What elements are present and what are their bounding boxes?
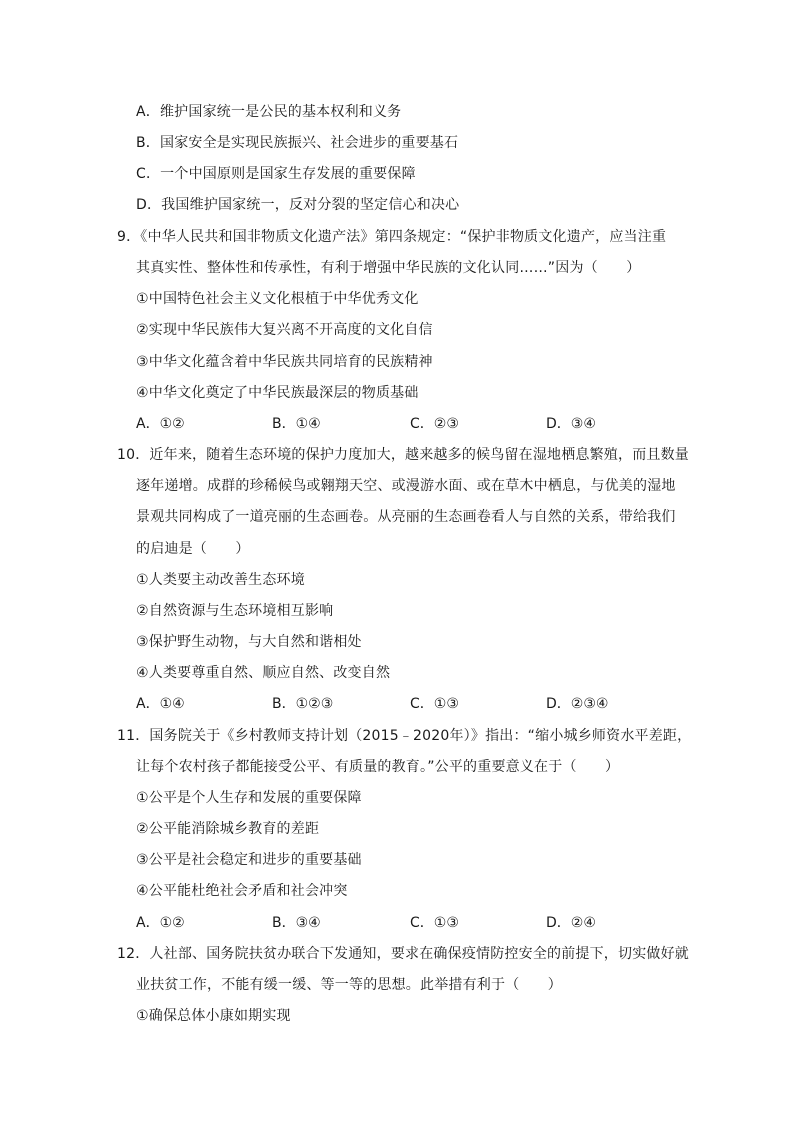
q9-choice-c: C．②③ [410,416,459,432]
q10-choice-b: B．①②③ [272,696,334,712]
q9-choice-d: D．③④ [546,416,596,432]
option-d: D．我国维护国家统一，反对分裂的坚定信心和决心 [136,197,460,213]
q9-stem-line1: 9．《中华人民共和国非物质文化遗产法》第四条规定：“保护非物质文化遗产，应当注重 [117,229,667,245]
q10-item-3: ③保护野生动物，与大自然和谐相处 [136,634,362,650]
q10-item-2: ②自然资源与生态环境相互影响 [136,603,334,619]
q10-stem-line3: 景观共同构成了一道亮丽的生态画卷。从亮丽的生态画卷看人与自然的关系，带给我们 [136,509,676,525]
q10-choice-c: C．①③ [410,696,459,712]
q10-choice-d: D．②③④ [546,696,609,712]
q11-choice-c: C．①③ [410,915,459,931]
q11-item-4: ④公平能杜绝社会矛盾和社会冲突 [136,883,348,899]
q9-stem-line2: 其真实性、整体性和传承性，有利于增强中华民族的文化认同……”因为（ ） [136,260,641,276]
q11-choice-b: B．③④ [272,915,321,931]
q9-choice-a: A．①② [136,416,185,432]
q11-choice-d: D．②④ [546,915,596,931]
q9-item-1: ①中国特色社会主义文化根植于中华优秀文化 [136,291,419,307]
q10-choice-a: A．①④ [136,696,185,712]
q11-item-2: ②公平能消除城乡教育的差距 [136,821,320,837]
q10-stem-line4: 的启迪是（ ） [136,541,250,557]
q9-item-2: ②实现中华民族伟大复兴离不开高度的文化自信 [136,322,433,338]
q9-choice-b: B．①④ [272,416,321,432]
option-a: A．维护国家统一是公民的基本权利和义务 [136,104,402,120]
q10-item-4: ④人类要尊重自然、顺应自然、改变自然 [136,665,391,681]
q11-item-1: ①公平是个人生存和发展的重要保障 [136,790,362,806]
q9-item-3: ③中华文化蕴含着中华民族共同培育的民族精神 [136,354,433,370]
q11-stem-line1: 11．国务院关于《乡村教师支持计划（2015﹣2020年）》指出：“缩小城乡师资水平差距， [117,728,692,744]
q12-item-1: ①确保总体小康如期实现 [136,1008,291,1024]
q9-item-4: ④中华文化奠定了中华民族最深层的物质基础 [136,385,419,401]
q12-stem-line1: 12．人社部、国务院扶贫办联合下发通知，要求在确保疫情防控安全的前提下，切实做好就 [117,946,690,962]
option-c: C．一个中国原则是国家生存发展的重要保障 [136,166,416,182]
q11-stem-line2: 让每个农村孩子都能接受公平、有质量的教育。”公平的重要意义在于（ ） [136,759,620,775]
option-b: B．国家安全是实现民族振兴、社会进步的重要基石 [136,135,459,151]
q11-choice-a: A．①② [136,915,185,931]
q10-stem-line2: 逐年递增。成群的珍稀候鸟或翱翔天空、或漫游水面、或在草木中栖息，与优美的湿地 [136,478,676,494]
q12-stem-line2: 业扶贫工作，不能有缓一缓、等一等的思想。此举措有利于（ ） [136,977,562,993]
q10-item-1: ①人类要主动改善生态环境 [136,572,305,588]
q11-item-3: ③公平是社会稳定和进步的重要基础 [136,852,362,868]
q10-stem-line1: 10．近年来，随着生态环境的保护力度加大，越来越多的候鸟留在湿地栖息繁殖，而且数量 [117,447,690,463]
